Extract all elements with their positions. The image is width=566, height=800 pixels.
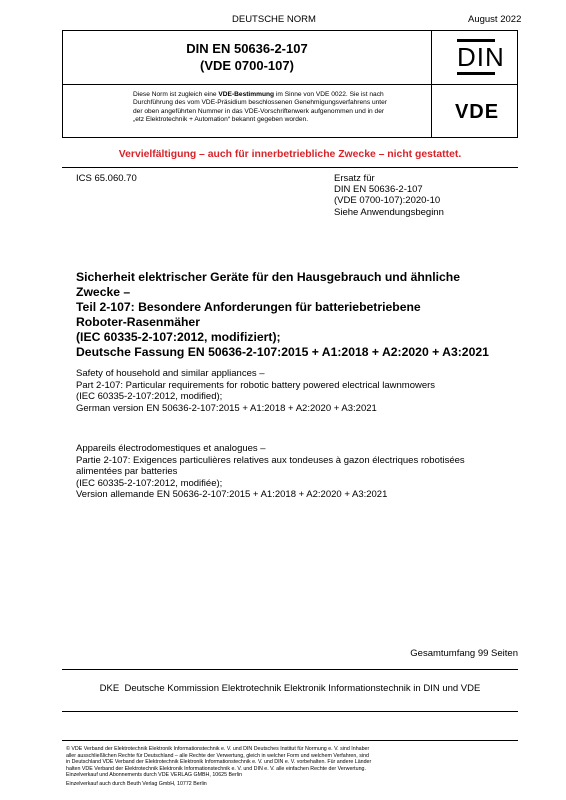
ics-code: ICS 65.060.70	[76, 173, 137, 184]
dke-line	[62, 683, 518, 694]
vde-number: (VDE 0700-107)	[200, 58, 294, 73]
vde-logo: VDE	[454, 101, 500, 123]
reproduction-notice: Vervielfältigung – auch für innerbetriebliche Zwecke – nicht gestattet.	[118, 149, 462, 160]
vde-bestimmung-term: VDE-Bestimmung	[218, 91, 275, 98]
publication-date: August 2022	[468, 14, 522, 25]
dke-full-name: Deutsche Kommission Elektrotechnik Elektronik Informationstechnik in DIN und VDE	[124, 683, 481, 694]
dke-abbreviation: DKE	[99, 683, 120, 694]
title-german: Sicherheit elektrischer Geräte für den Hausgebrauch und ähnliche Zwecke – Teil 2-107: Besondere Anforderungen für batteriebetriebene Roboter-Rasenmäher (IEC 60335-2-107:2012, modifiziert); Deutsche Fassung EN 50636-2-107:2015 + A1:2018 + A2:2020 + A3:2021	[76, 270, 489, 359]
din-logo: DIN	[457, 39, 495, 75]
total-pages: Gesamtumfang 99 Seiten	[410, 648, 518, 659]
replacement-info: Ersatz für DIN EN 50636-2-107 (VDE 0700-107):2020-10 Siehe Anwendungsbeginn	[334, 173, 444, 218]
divider-line	[62, 167, 518, 168]
header-box	[62, 30, 518, 138]
vde-determination-note: Diese Norm ist zugleich eine VDE-Bestimmung im Sinne von VDE 0022. Sie ist nach Durchführung des vom VDE-Präsidium beschlossenen Genehmigungsverfahrens unter der oben angeführten Nummer in das VDE-Vorschriftenwerk aufgenommen und in der „etz Elektrotechnik + Automation“ bekannt gegeben worden.	[133, 91, 387, 124]
header-divider-horizontal	[63, 84, 517, 85]
norm-type-label: DEUTSCHE NORM	[232, 14, 316, 25]
title-french: Appareils électrodomestiques et analogues – Partie 2-107: Exigences particulières relatives aux tondeuses à gazon électriques robotisées alimentées par batteries (IEC 60335-2-107:2012, modifiée); Version allemande EN 50636-2-107:2015 + A1:2018 + A2:2020 + A3:2021	[76, 443, 465, 501]
divider-line	[62, 669, 518, 670]
copyright-footer: © VDE Verband der Elektrotechnik Elektronik Informationstechnik e. V. und DIN Deutsches Institut für Normung e. V. sind Inhaber aller ausschließlichen Rechte für Deutschland – alle Rechte der Verwertung, gleich in welcher Form und welchem Verfahren, sind in Deutschland VDE Verband der Elektrotechnik Elektronik Informationstechnik e. V. und DIN e. V. vorbehalten. Für andere Länder halten VDE Verband der Elektrotechnik Elektronik Informationstechnik e. V. und DIN e. V. alle einfachen Rechte der Verwertung. Einzelverkauf und Abonnements durch VDE VERLAG GMBH, 10625 Berlin Einzelverkauf auch durch Beuth Verlag GmbH, 10772 Berlin	[66, 746, 372, 787]
divider-line	[62, 740, 518, 741]
title-english: Safety of household and similar appliances – Part 2-107: Particular requirements for robotic battery powered electrical lawnmowers (IEC 60335-2-107:2012, modified); German version EN 50636-2-107:2015 + A1:2018 + A2:2020 + A3:2021	[76, 368, 436, 414]
standard-number: DIN EN 50636-2-107	[186, 41, 308, 56]
divider-line	[62, 711, 518, 712]
